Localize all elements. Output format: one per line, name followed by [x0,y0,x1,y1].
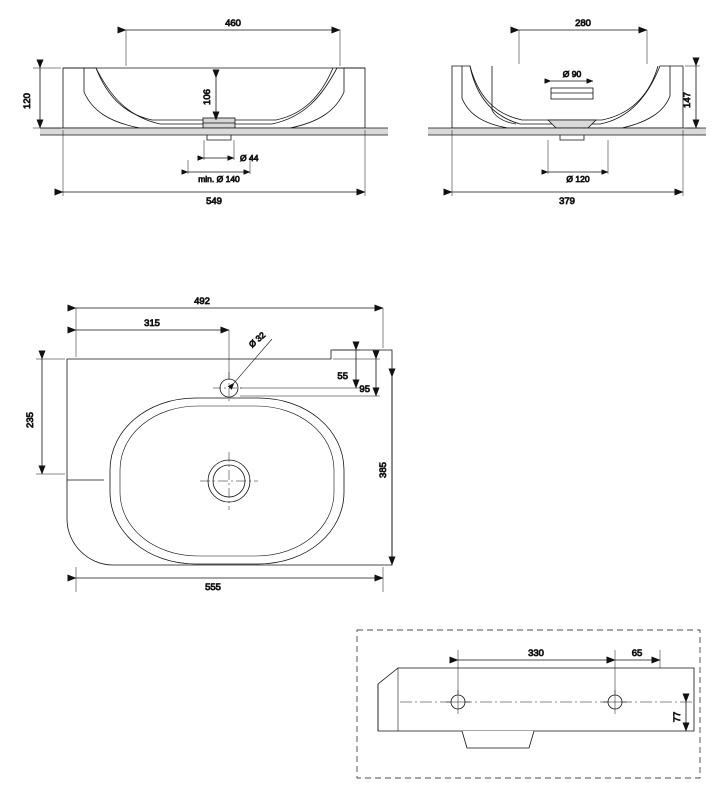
dim-280: 280 [575,18,591,29]
side-section-view [428,18,706,207]
top-plan-view [25,296,392,593]
dim-385: 385 [378,462,389,478]
dim-dia-120: Ø 120 [566,174,590,184]
dim-235: 235 [25,412,36,428]
front-section-view [22,18,388,207]
dim-77: 77 [672,711,683,723]
dim-555: 555 [205,582,221,593]
dim-549: 549 [206,196,222,207]
dim-106: 106 [202,89,213,105]
dim-120: 120 [22,93,33,109]
dim-55: 55 [337,371,348,382]
dim-dia-90: Ø 90 [562,69,582,79]
dim-dia-44: Ø 44 [240,153,259,163]
dim-65: 65 [631,648,643,659]
dim-379: 379 [559,196,575,207]
rear-mounting-view [357,630,700,778]
dim-95: 95 [359,384,370,395]
dim-492: 492 [194,296,210,307]
dim-min-dia-140: min. Ø 140 [198,174,240,184]
dim-147: 147 [682,92,693,108]
dim-315: 315 [144,318,160,329]
dim-dia-32: Ø 32 [246,329,268,350]
dim-460: 460 [225,18,241,29]
dim-330: 330 [528,648,544,659]
